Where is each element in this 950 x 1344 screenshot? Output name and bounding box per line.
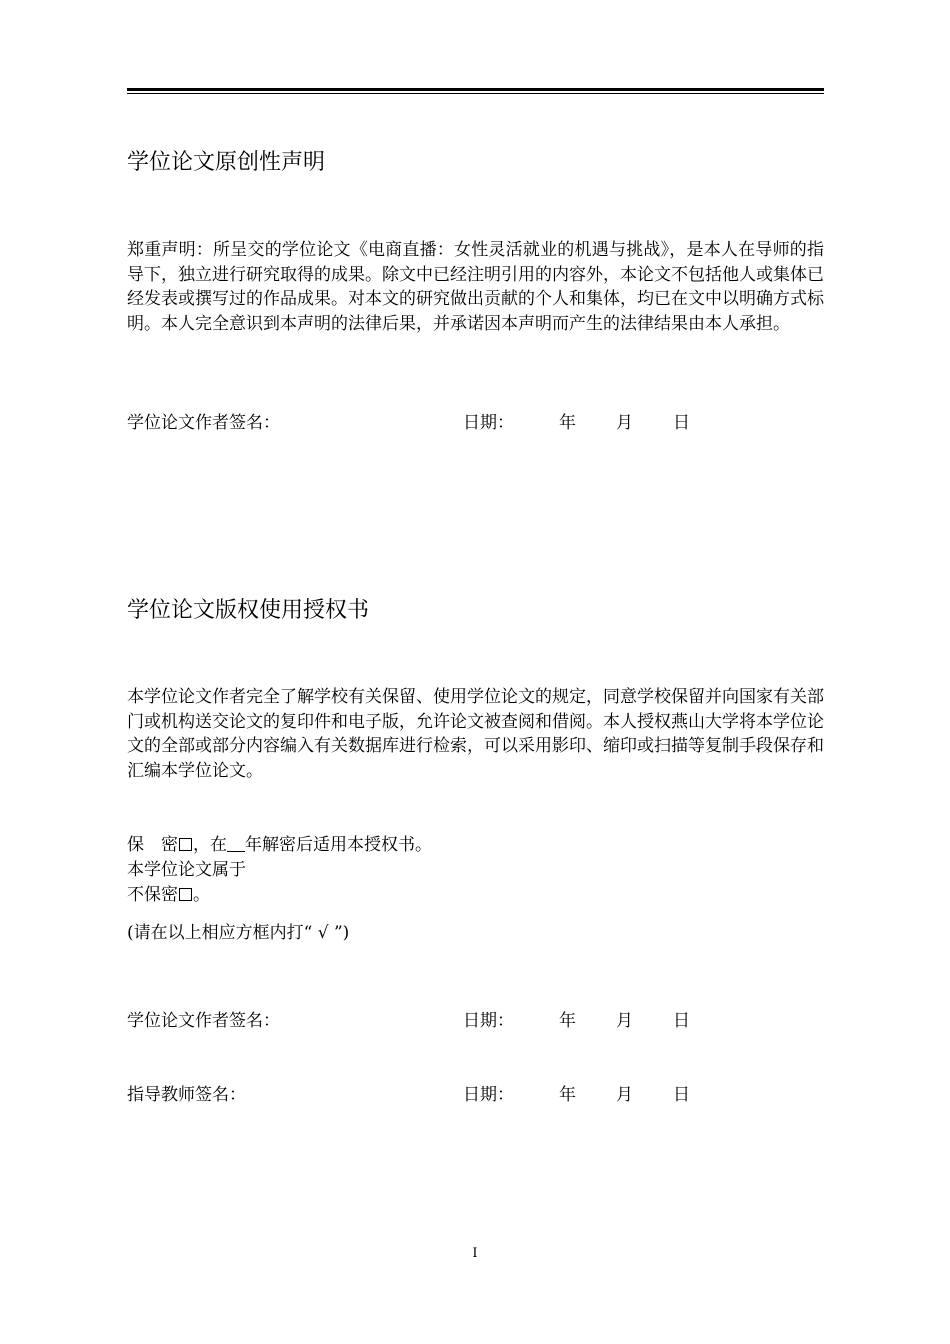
secret-suffix-text: 年解密后适用本授权书。 xyxy=(245,835,432,855)
originality-title: 学位论文原创性声明 xyxy=(127,150,326,175)
originality-date-label: 日期： xyxy=(463,413,514,433)
advisor-month: 月 xyxy=(616,1085,633,1105)
advisor-year: 年 xyxy=(559,1085,576,1105)
secret-option-line xyxy=(127,833,432,857)
advisor-date-label: 日期： xyxy=(463,1085,514,1105)
secret-checkbox[interactable] xyxy=(179,838,192,851)
not-secret-label: 不保密 xyxy=(127,885,178,905)
page-number: I xyxy=(472,1246,478,1261)
secret-years-blank[interactable] xyxy=(227,836,245,852)
advisor-signature-label: 指导教师签名： xyxy=(127,1085,246,1105)
belongs-text: 本学位论文属于 xyxy=(127,860,246,880)
originality-body: 郑重声明：所呈交的学位论文《电商直播：女性灵活就业的机遇与挑战》，是本人在导师的指导下，独立进行研究取得的成果。除文中已经注明引用的内容外，本论文不包括他人或集体已经发表或撰写过的作品成果。对本文的研究做出贡献的个人和集体，均已在文中以明确方式标明。本人完全意识到本声明的法律后果，并承诺因本声明而产生的法律结果由本人承担。 xyxy=(127,240,824,334)
copyright-title: 学位论文版权使用授权书 xyxy=(127,598,370,623)
secret-middle-text: ，在 xyxy=(193,835,227,855)
author-date-label: 日期： xyxy=(463,1011,514,1031)
not-secret-option-line xyxy=(127,883,210,907)
originality-year: 年 xyxy=(559,413,576,433)
checkbox-instruction: (请在以上相应方框内打“ √ ”) xyxy=(127,923,350,943)
not-secret-checkbox[interactable] xyxy=(179,888,192,901)
secret-label: 保 密 xyxy=(127,835,178,855)
copyright-body: 本学位论文作者完全了解学校有关保留、使用学位论文的规定，同意学校保留并向国家有关部门或机构送交论文的复印件和电子版，允许论文被查阅和借阅。本人授权燕山大学将本学位论文的全部或部分内容编入有关数据库进行检索，可以采用影印、缩印或扫描等复制手段保存和汇编本学位论文。 xyxy=(127,687,824,781)
originality-day: 日 xyxy=(673,413,690,433)
author-day: 日 xyxy=(673,1011,690,1031)
originality-signature-label: 学位论文作者签名： xyxy=(127,413,280,433)
not-secret-end: 。 xyxy=(193,885,210,905)
author-month: 月 xyxy=(616,1011,633,1031)
advisor-day: 日 xyxy=(673,1085,690,1105)
header-rule-thick xyxy=(127,88,824,91)
author-year: 年 xyxy=(559,1011,576,1031)
author-signature-label: 学位论文作者签名： xyxy=(127,1011,280,1031)
header-rule-thin xyxy=(127,93,824,94)
originality-month: 月 xyxy=(616,413,633,433)
